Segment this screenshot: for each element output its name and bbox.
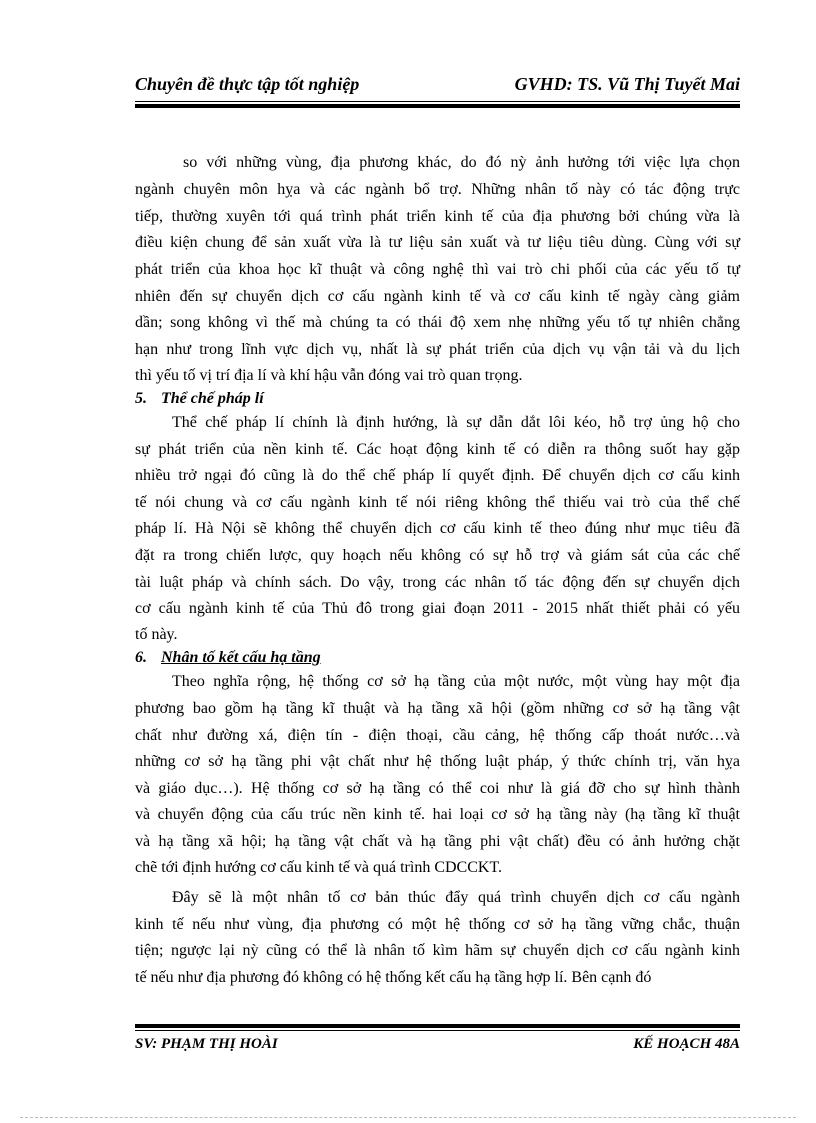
paragraph-line: kinh tế nếu như vùng, địa phương có một hệ thống cơ sở hạ tầng vững chắc, thuận — [135, 916, 740, 933]
paragraph-line: dần; song không vì thế mà chúng ta có thái độ xem nhẹ những yếu tố tự nhiên chẳng — [135, 314, 740, 331]
paragraph-line: chẽ tới định hướng cơ cấu kinh tế và quá trình CDCCKT. — [135, 859, 503, 876]
footer-class: KẾ HOẠCH 48A — [633, 1036, 740, 1052]
paragraph-line: nhiên đến sự chuyển dịch cơ cấu ngành kinh tế và cơ cấu kinh tế ngày càng giảm — [135, 288, 740, 305]
paragraph-line: chất như đường xá, điện tín - điện thoại, cầu cảng, hệ thống cấp thoát nước…và — [135, 727, 740, 744]
footer-student: SV: PHẠM THỊ HOÀI — [135, 1036, 278, 1052]
paragraph-line: phát triển của khoa học kĩ thuật và công nghệ thì vai trò chi phối của các yếu tố tự — [135, 261, 740, 278]
paragraph-line: và giáo dục…). Hệ thống cơ sở hạ tầng có thể coi như là giá đỡ cho sự hình thành — [135, 780, 740, 797]
paragraph-line: và chuyển động của cấu trúc nền kinh tế. hai loại cơ sở hạ tầng này (hạ tầng kĩ thuật — [135, 806, 740, 823]
paragraph-line: những cơ sở hạ tầng phi vật chất như hệ thống luật pháp, ý thức chính trị, văn hỵa — [135, 753, 740, 770]
paragraph-line: so với những vùng, địa phương khác, do đó nỳ ảnh hưởng tới việc lựa chọn — [183, 154, 740, 171]
paragraph-line: Thể chế pháp lí chính là định hướng, là sự dẫn dắt lôi kéo, hỗ trợ ủng hộ cho — [172, 414, 740, 431]
section-number: 6. — [135, 649, 147, 666]
paragraph-line: tế nói chung và cơ cấu ngành kinh tế nói riêng không thể thiếu vai trò của thể chế — [135, 494, 740, 511]
paragraph-line: sự phát triển của nền kinh tế. Các hoạt động kinh tế có diễn ra thông suốt hay gặp — [135, 441, 740, 458]
paragraph-line: tố này. — [135, 626, 178, 643]
page-edge — [20, 1117, 796, 1118]
header-supervisor: GVHD: TS. Vũ Thị Tuyết Mai — [514, 74, 740, 94]
paragraph-line: ngành chuyên môn hỵa và các ngành bổ trợ. Những nhân tố này có tác động trực — [135, 181, 740, 198]
paragraph-line: tiện; ngược lại nỳ cũng có thể là nhân tố kìm hãm sự chuyển dịch cơ cấu ngành kinh — [135, 942, 740, 959]
paragraph-line: phương bao gồm hạ tầng kĩ thuật và hạ tầng xã hội (gồm những cơ sở hạ tầng vật — [135, 700, 740, 717]
paragraph-line: Theo nghĩa rộng, hệ thống cơ sở hạ tầng của một nước, một vùng hay một địa — [172, 673, 740, 690]
paragraph-line: pháp lí. Hà Nội sẽ không thể chuyển dịch cơ cấu kinh tế theo đúng như mục tiêu đã — [135, 520, 740, 537]
footer-rule — [135, 1024, 740, 1031]
page-header — [135, 74, 740, 98]
paragraph-line: tế nếu như địa phương đó không có hệ thống kết cấu hạ tầng hợp lí. Bên cạnh đó — [135, 969, 652, 986]
paragraph-line: điều kiện chung để sản xuất vừa là tư liệu sản xuất và tư liệu tiêu dùng. Cùng với sự — [135, 234, 740, 251]
section-heading-5 — [135, 386, 264, 412]
section-number: 5. — [135, 390, 147, 407]
header-title: Chuyên đề thực tập tốt nghiệp — [135, 74, 360, 94]
section-heading-6 — [135, 645, 321, 671]
header-rule — [135, 101, 740, 108]
paragraph-line: tiếp, thường xuyên tới quá trình phát triển kinh tế của địa phương bởi chúng vừa là — [135, 208, 740, 225]
section-title: Thể chế pháp lí — [161, 390, 264, 407]
paragraph-line: tài luật pháp và chính sách. Do vậy, trong các nhân tố tác động đến sự chuyển dịch — [135, 574, 740, 591]
paragraph-line: và hạ tầng xã hội; hạ tầng vật chất và hạ tầng phi vật chất) đều có ảnh hưởng chặt — [135, 833, 740, 850]
paragraph-line: cơ cấu ngành kinh tế của Thủ đô trong giai đoạn 2011 - 2015 nhất thiết phải có yếu — [135, 600, 740, 617]
paragraph-line: hạn như trong lĩnh vực dịch vụ, nhất là sự phát triển của dịch vụ vận tải và du lịch — [135, 341, 740, 358]
page-footer — [135, 1036, 740, 1058]
paragraph-line: đặt ra trong chiến lược, quy hoạch nếu không có sự hỗ trợ và giám sát của các chế — [135, 547, 740, 564]
section-title: Nhân tố kết cấu hạ tầng — [161, 649, 321, 666]
paragraph-line: thì yếu tố vị trí địa lí và khí hậu vẫn đóng vai trò quan trọng. — [135, 367, 523, 384]
paragraph-line: nhiều trở ngại đó cũng là do thể chế pháp lí quyết định. Để chuyển dịch cơ cấu kinh — [135, 467, 740, 484]
paragraph-line: Đây sẽ là một nhân tố cơ bản thúc đẩy quá trình chuyển dịch cơ cấu ngành — [172, 889, 740, 906]
